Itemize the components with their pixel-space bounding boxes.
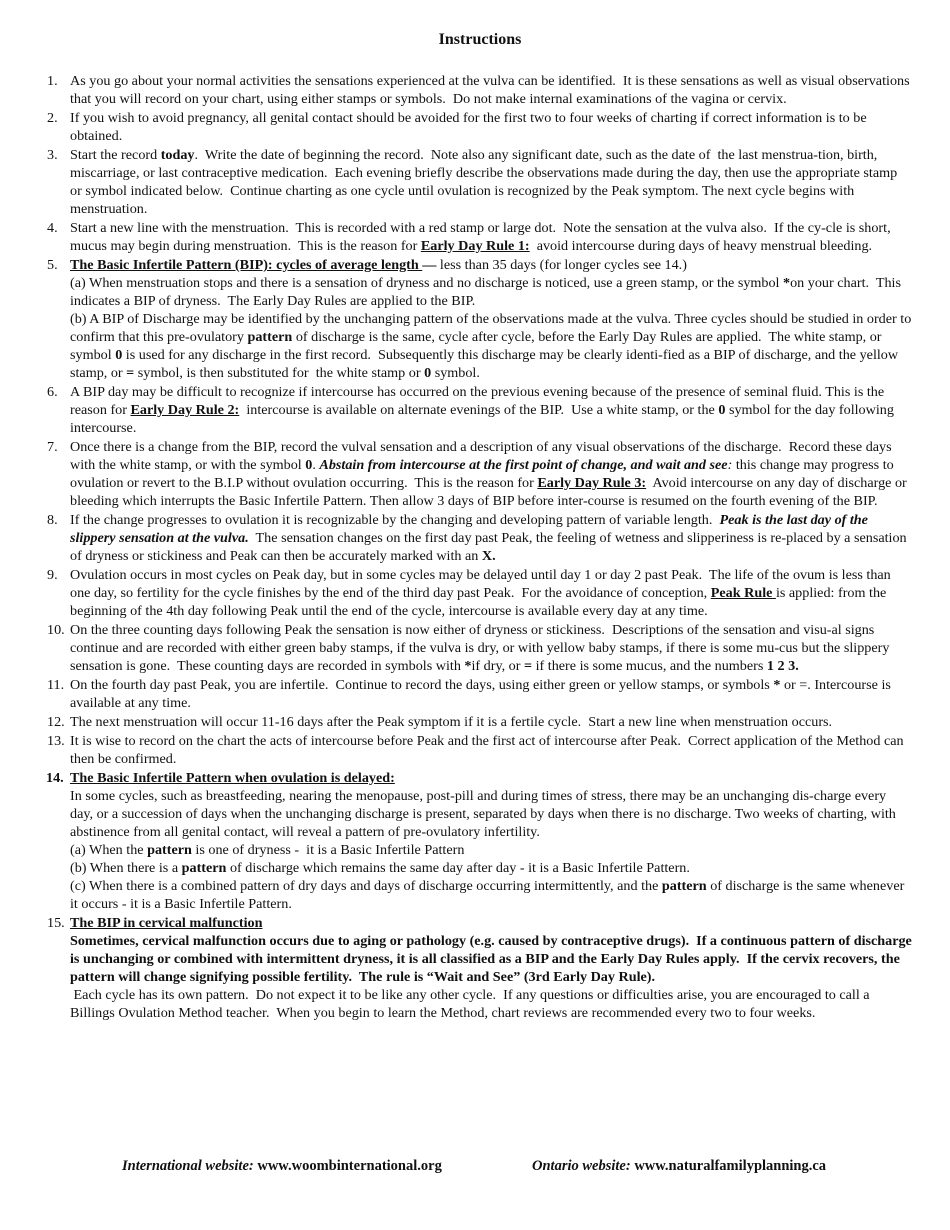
instruction-item	[47, 219, 912, 255]
instruction-text: As you go about your normal activities the sensations experienced at the vulva can be identified. It is these sensations as well as visual observations that you will record on your chart, using either stamps or symbols. Do not make internal examinations of the vagina or cervix.	[70, 73, 910, 107]
page-title: Instructions	[438, 31, 522, 48]
instruction-number: 9.	[47, 567, 58, 583]
instruction-item	[47, 732, 912, 768]
instruction-item	[47, 109, 912, 145]
instruction-text: Ovulation occurs in most cycles on Peak day, but in some cycles may be delayed until day 1 or day 2 past Peak. The life of the ovum is less than one day, so fertility for the cycle finishes by the end of the third day past Peak. For the avoidance of conception, Peak Rule is applied: from the beginning of the 4th day following Peak until the end of the cycle, intercourse is available every day at any time.	[70, 567, 891, 619]
instruction-number: 3.	[47, 147, 58, 163]
instruction-item	[47, 511, 912, 565]
instruction-number: 6.	[47, 384, 58, 400]
instruction-item	[47, 72, 912, 108]
instruction-text: Start the record today. Write the date of beginning the record. Note also any significant date, such as the date of the last menstrua-tion, birth, miscarriage, or last contraceptive medication. Each evening briefly describe the observations made during the day, then use the appropriate stamp or symbol indicated below. Continue charting as one cycle until ovulation is recognized by the Peak symptom. The next cycle begins with menstruation.	[70, 147, 898, 217]
instruction-text: If you wish to avoid pregnancy, all genital contact should be avoided for the first two to four weeks of charting if correct information is to be obtained.	[70, 110, 867, 144]
footer	[122, 1157, 902, 1175]
instruction-item	[47, 146, 912, 218]
instruction-number: 1.	[47, 73, 58, 89]
ontario-website-url[interactable]: www.naturalfamilyplanning.ca	[634, 1158, 827, 1174]
instruction-number: 7.	[47, 439, 58, 455]
instruction-item	[47, 566, 912, 620]
instruction-number: 13.	[47, 733, 65, 749]
instruction-number: 4.	[47, 220, 58, 236]
ontario-website	[532, 1157, 826, 1175]
instruction-text: If the change progresses to ovulation it is recognizable by the changing and developing pattern of variable length. Peak is the last day of the slippery sensation at the vulva. The sensation changes on the first day past Peak, the feeling of wetness and slipperiness is re-placed by a sensation of dryness or stickiness and Peak can then be accurately marked with an X.	[70, 512, 907, 564]
instruction-text: Once there is a change from the BIP, record the vulval sensation and a description of any visual observations of the discharge. Record these days with the white stamp, or with the symbol 0. Abstain from intercourse at the first point of change, and wait and see: this change may progress to ovulation or revert to the B.I.P without ovulation occurring. This is the reason for Early Day Rule 3: Avoid intercourse on any day of discharge or bleeding which interrupts the Basic Infertile Pattern. Then allow 3 days of BIP before inter-course is resumed on the fourth evening of the BIP.	[70, 439, 907, 509]
instruction-number: 8.	[47, 512, 58, 528]
instruction-text: The BIP in cervical malfunction Sometimes, cervical malfunction occurs due to aging or pathology (e.g. caused by contraceptive drugs). If a continuous pattern of discharge is unchanging or combined with intermittent dryness, it is all classified as a BIP and the Early Day Rules apply. If the cervix recovers, the pattern will change signifying possible fertility. The rule is “Wait and See” (3rd Early Day Rule). Each cycle has its own pattern. Do not expect it to be like any other cycle. If any questions or difficulties arise, you are encouraged to call a Billings Ovulation Method teacher. When you begin to learn the Method, chart reviews are recommended every two to four weeks.	[70, 915, 912, 1021]
international-website	[122, 1158, 442, 1174]
instruction-text: The next menstruation will occur 11-16 days after the Peak symptom if it is a fertile cycle. Start a new line when menstruation occurs.	[70, 714, 833, 730]
instruction-number: 14.	[46, 770, 64, 786]
instruction-text: On the fourth day past Peak, you are infertile. Continue to record the days, using either green or yellow stamps, or symbols * or =. Intercourse is available at any time.	[70, 677, 891, 711]
instruction-item	[47, 438, 912, 510]
instruction-number: 15.	[47, 915, 65, 931]
instruction-number: 11.	[47, 677, 65, 693]
instruction-item	[47, 256, 912, 382]
instruction-item	[47, 621, 912, 675]
instruction-number: 10.	[47, 622, 65, 638]
instruction-item	[47, 676, 912, 712]
instruction-number: 12.	[47, 714, 65, 730]
international-website-url[interactable]: www.woombinternational.org	[257, 1158, 442, 1174]
instruction-text: The Basic Infertile Pattern when ovulation is delayed: In some cycles, such as breastfeeding, nearing the menopause, post-pill and during times of stress, there may be an unchanging dis-charge every day, or a succession of days when the unchanging discharge is present, separated by days when there is no discharge. Two weeks of charting, with abstinence from all genital contact, will reveal a pattern of pre-ovulatory infertility. (a) When the pattern is one of dryness - it is a Basic Infertile Pattern (b) When there is a pattern of discharge which remains the same day after day - it is a Basic Infertile Pattern. (c) When there is a combined pattern of dry days and days of discharge occurring intermittently, and the pattern of discharge is the same whenever it occurs - it is a Basic Infertile Pattern.	[70, 770, 905, 912]
instruction-item	[47, 914, 912, 1022]
instruction-text: It is wise to record on the chart the acts of intercourse before Peak and the first act of intercourse after Peak. Correct application of the Method can then be confirmed.	[70, 733, 904, 767]
instruction-text: A BIP day may be difficult to recognize if intercourse has occurred on the previous evening because of the presence of seminal fluid. This is the reason for Early Day Rule 2: intercourse is available on alternate evenings of the BIP. Use a white stamp, or the 0 symbol for the day following intercourse.	[70, 384, 894, 436]
instruction-item	[46, 769, 912, 913]
instruction-item	[47, 713, 912, 731]
instruction-number: 5.	[47, 257, 58, 273]
instruction-text: Start a new line with the menstruation. This is recorded with a red stamp or large dot. Note the sensation at the vulva also. If the cy-cle is short, mucus may begin during menstruation. This is the reason for Early Day Rule 1: avoid intercourse during days of heavy menstrual bleeding.	[70, 220, 891, 254]
instruction-text: On the three counting days following Peak the sensation is now either of dryness or stickiness. Descriptions of the sensation and visu-al signs continue and are recorded with either green baby stamps, if the vulva is dry, or with yellow baby stamps, if there is some mu-cus but the slippery sensation is gone. These counting days are recorded in symbols with *if dry, or = if there is some mucus, and the numbers 1 2 3.	[70, 622, 890, 674]
international-website-label: International website:	[122, 1158, 254, 1174]
instruction-text: The Basic Infertile Pattern (BIP): cycles of average length — less than 35 days (for longer cycles see 14.) (a) When menstruation stops and there is a sensation of dryness and no discharge is noticed, use a green stamp, or the symbol *on your chart. This indicates a BIP of dryness. The Early Day Rules are applied to the BIP. (b) A BIP of Discharge may be identified by the unchanging pattern of the observations made at the vulva. Three cycles should be studied in order to confirm that this pre-ovulatory pattern of discharge is the same, cycle after cycle, before the Early Day Rules are applied. The white stamp, or symbol 0 is used for any discharge in the first record. Subsequently this discharge may be clearly identi-fied as a BIP of discharge, and the yellow stamp, or = symbol, is then substituted for the white stamp or 0 symbol.	[70, 257, 912, 381]
instruction-item	[47, 383, 912, 437]
instructions-list	[46, 72, 912, 1023]
instruction-number: 2.	[47, 110, 58, 126]
ontario-website-label: Ontario website:	[532, 1158, 631, 1174]
